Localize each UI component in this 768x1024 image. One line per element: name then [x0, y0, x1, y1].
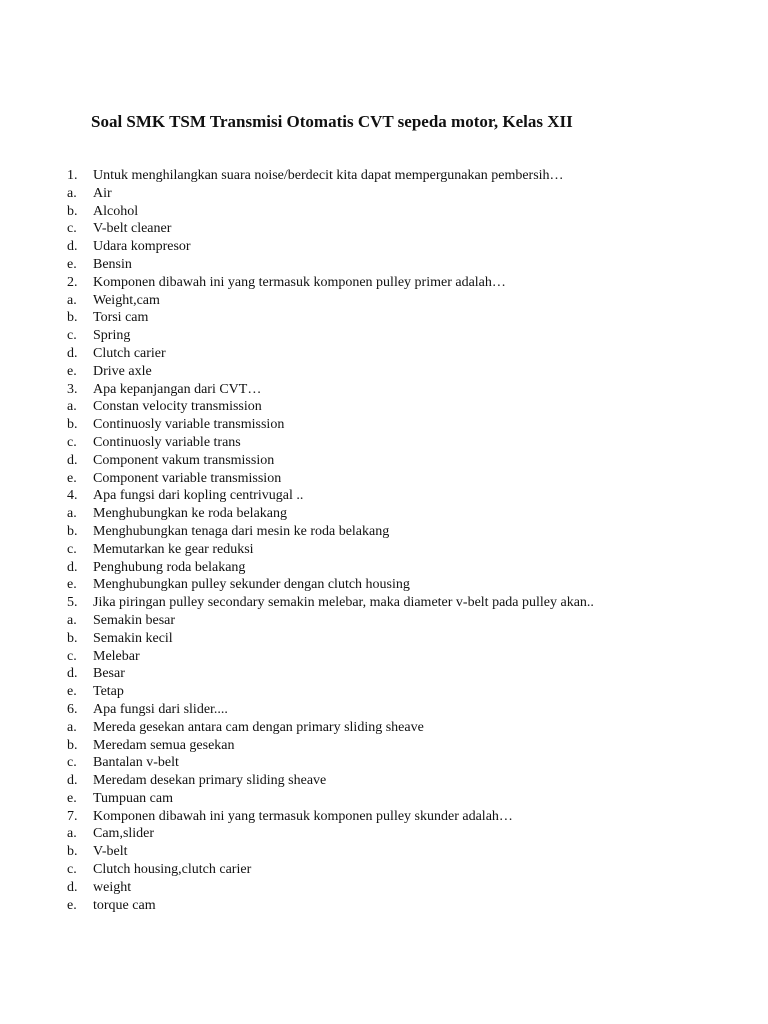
- option-letter: c.: [67, 434, 77, 450]
- question-line: [67, 487, 747, 505]
- option-b: [67, 843, 747, 861]
- option-b: [67, 416, 747, 434]
- option-letter: b.: [67, 203, 78, 219]
- question-number: 7.: [67, 808, 78, 824]
- option-letter: c.: [67, 648, 77, 664]
- question-text: Untuk menghilangkan suara noise/berdecit kita dapat mempergunakan pembersih…: [93, 168, 564, 183]
- question-5: [67, 594, 747, 701]
- option-b: [67, 523, 747, 541]
- option-b: [67, 737, 747, 755]
- question-line: [67, 167, 747, 185]
- option-a: [67, 185, 747, 203]
- option-c: [67, 434, 747, 452]
- option-text: Bantalan v-belt: [93, 755, 179, 771]
- option-letter: e.: [67, 790, 77, 806]
- option-text: V-belt: [93, 844, 128, 860]
- option-text: Torsi cam: [93, 310, 149, 326]
- question-text: Komponen dibawah ini yang termasuk komponen pulley primer adalah…: [93, 274, 506, 290]
- question-text: Apa kepanjangan dari CVT…: [93, 381, 262, 397]
- option-letter: e.: [67, 363, 77, 379]
- question-1: [67, 167, 747, 274]
- option-letter: a.: [67, 185, 77, 201]
- option-letter: d.: [67, 879, 78, 895]
- question-line: [67, 808, 747, 826]
- option-letter: a.: [67, 292, 77, 308]
- option-letter: d.: [67, 452, 78, 468]
- option-text: Component vakum transmission: [93, 452, 275, 468]
- option-text: Meredam desekan primary sliding sheave: [93, 773, 327, 789]
- option-text: Menghubungkan pulley sekunder dengan clutch housing: [93, 577, 410, 593]
- question-line: [67, 594, 747, 612]
- question-number: 4.: [67, 488, 78, 504]
- option-letter: d.: [67, 773, 78, 789]
- option-letter: c.: [67, 862, 77, 878]
- question-line: [67, 701, 747, 719]
- question-7: [67, 808, 747, 915]
- option-text: Drive axle: [93, 363, 152, 379]
- option-text: Udara kompresor: [93, 239, 191, 255]
- option-letter: d.: [67, 345, 78, 361]
- option-letter: d.: [67, 239, 78, 255]
- option-text: Weight,cam: [93, 292, 160, 308]
- option-letter: a.: [67, 399, 77, 415]
- option-letter: a.: [67, 612, 77, 628]
- question-number: 6.: [67, 701, 78, 717]
- question-number: 2.: [67, 274, 78, 290]
- option-text: Semakin besar: [93, 612, 176, 628]
- option-d: [67, 772, 747, 790]
- option-letter: e.: [67, 470, 77, 486]
- option-text: Component variable transmission: [93, 470, 282, 486]
- option-b: [67, 630, 747, 648]
- option-letter: b.: [67, 737, 78, 753]
- option-letter: c.: [67, 221, 77, 237]
- question-list: [67, 167, 747, 914]
- option-c: [67, 220, 747, 238]
- option-d: [67, 665, 747, 683]
- option-a: [67, 398, 747, 416]
- option-text: Menghubungkan tenaga dari mesin ke roda belakang: [93, 523, 390, 539]
- option-letter: b.: [67, 310, 78, 326]
- question-6: [67, 701, 747, 808]
- option-text: Air: [93, 185, 112, 201]
- option-letter: e.: [67, 684, 77, 700]
- option-text: Clutch housing,clutch carier: [93, 862, 252, 878]
- option-letter: c.: [67, 541, 77, 557]
- option-letter: b.: [67, 844, 78, 860]
- option-text: V-belt cleaner: [93, 221, 172, 237]
- option-text: torque cam: [93, 897, 156, 913]
- option-e: [67, 470, 747, 488]
- option-text: Bensin: [93, 256, 132, 272]
- option-text: Memutarkan ke gear reduksi: [93, 541, 254, 557]
- question-line: [67, 381, 747, 399]
- option-letter: d.: [67, 559, 78, 575]
- option-letter: e.: [67, 256, 77, 272]
- option-letter: a.: [67, 719, 77, 735]
- question-number: 3.: [67, 381, 78, 397]
- option-b: [67, 309, 747, 327]
- question-number: 1.: [67, 168, 78, 183]
- document-title: Soal SMK TSM Transmisi Otomatis CVT sepeda motor, Kelas XII: [91, 112, 573, 131]
- option-text: Tumpuan cam: [93, 790, 173, 806]
- option-e: [67, 683, 747, 701]
- question-2: [67, 274, 747, 381]
- option-text: Besar: [93, 666, 125, 682]
- question-text: Apa fungsi dari slider....: [93, 701, 228, 717]
- option-text: weight: [93, 879, 132, 895]
- option-text: Continuosly variable trans: [93, 434, 241, 450]
- option-e: [67, 363, 747, 381]
- option-d: [67, 879, 747, 897]
- option-c: [67, 648, 747, 666]
- option-d: [67, 559, 747, 577]
- option-e: [67, 790, 747, 808]
- option-text: Constan velocity transmission: [93, 399, 262, 415]
- question-3: [67, 381, 747, 488]
- question-line: [67, 274, 747, 292]
- option-letter: e.: [67, 897, 77, 913]
- option-letter: c.: [67, 328, 77, 344]
- option-text: Menghubungkan ke roda belakang: [93, 506, 287, 522]
- question-number: 5.: [67, 595, 78, 611]
- option-text: Spring: [93, 328, 131, 344]
- question-text: Apa fungsi dari kopling centrivugal ..: [93, 488, 304, 504]
- option-text: Cam,slider: [93, 826, 155, 842]
- option-c: [67, 861, 747, 879]
- option-letter: b.: [67, 523, 78, 539]
- option-a: [67, 825, 747, 843]
- option-letter: b.: [67, 417, 78, 433]
- option-text: Mereda gesekan antara cam dengan primary sliding sheave: [93, 719, 424, 735]
- option-e: [67, 897, 747, 915]
- option-text: Tetap: [93, 684, 124, 700]
- option-d: [67, 452, 747, 470]
- option-letter: a.: [67, 826, 77, 842]
- option-letter: b.: [67, 630, 78, 646]
- option-text: Penghubung roda belakang: [93, 559, 246, 575]
- option-c: [67, 754, 747, 772]
- option-text: Continuosly variable transmission: [93, 417, 285, 433]
- option-c: [67, 541, 747, 559]
- question-text: Jika piringan pulley secondary semakin melebar, maka diameter v-belt pada pulley akan..: [93, 595, 594, 611]
- option-a: [67, 719, 747, 737]
- option-text: Clutch carier: [93, 345, 166, 361]
- question-text: Komponen dibawah ini yang termasuk komponen pulley skunder adalah…: [93, 808, 513, 824]
- option-letter: d.: [67, 666, 78, 682]
- option-e: [67, 576, 747, 594]
- option-letter: e.: [67, 577, 77, 593]
- question-4: [67, 487, 747, 594]
- option-letter: c.: [67, 755, 77, 771]
- option-a: [67, 612, 747, 630]
- option-text: Alcohol: [93, 203, 139, 219]
- option-text: Meredam semua gesekan: [93, 737, 235, 753]
- option-a: [67, 505, 747, 523]
- option-text: Semakin kecil: [93, 630, 173, 646]
- option-d: [67, 345, 747, 363]
- option-c: [67, 327, 747, 345]
- option-text: Melebar: [93, 648, 140, 664]
- option-d: [67, 238, 747, 256]
- option-e: [67, 256, 747, 274]
- option-b: [67, 203, 747, 221]
- option-letter: a.: [67, 506, 77, 522]
- option-a: [67, 292, 747, 310]
